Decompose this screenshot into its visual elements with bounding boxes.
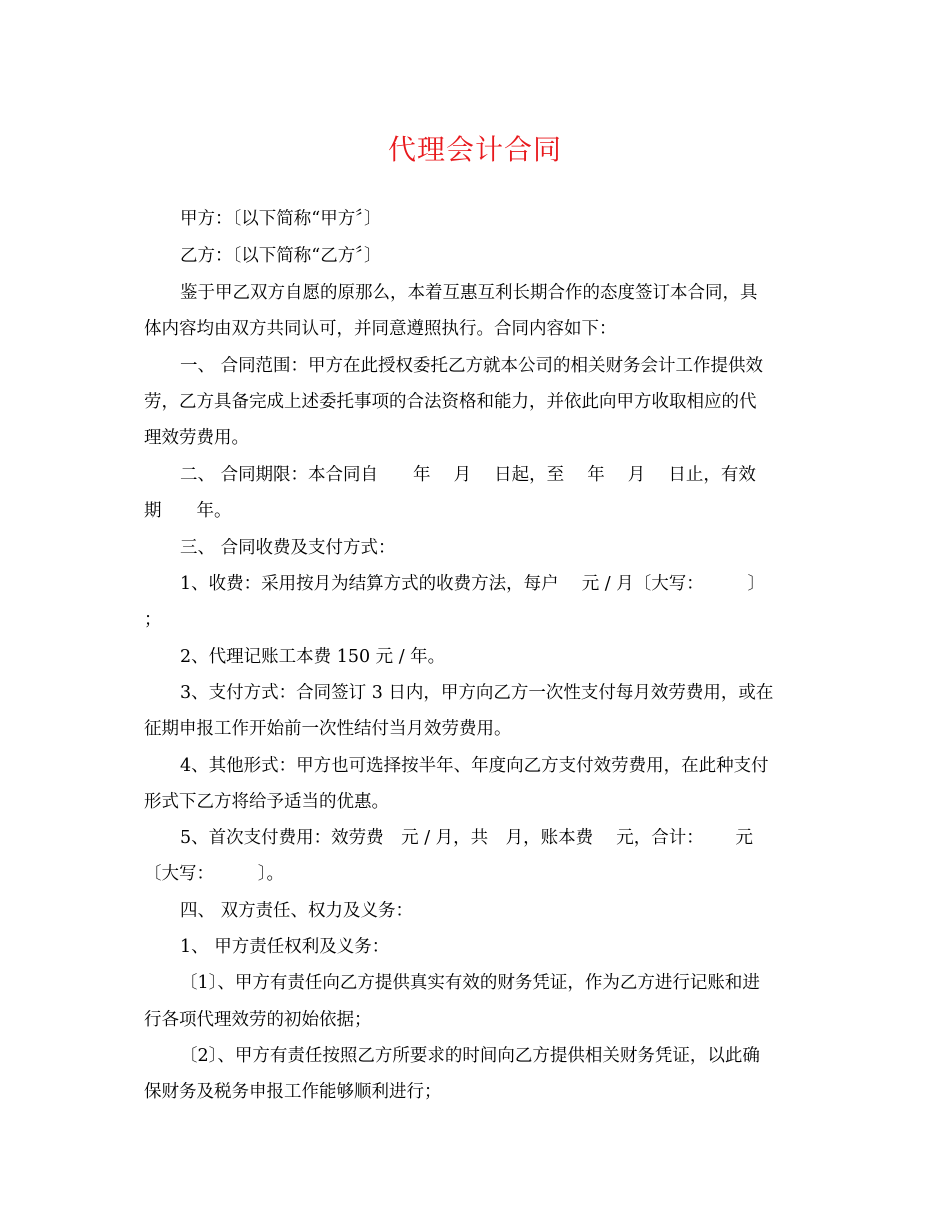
other-forms-line-2: 形式下乙方将给予适当的优惠。	[144, 792, 389, 812]
clause-3-heading: 三、 合同收费及支付方式：	[180, 538, 396, 558]
document-title: 代理会计合同	[387, 133, 562, 166]
fee-line-1: 1、收费：采用按月为结算方式的收费方法，每户 元 / 月〔大写： 〕	[180, 574, 765, 594]
clause-1-line-2: 劳，乙方具备完成上述委托事项的合法资格和能力，并依此向甲方收取相应的代	[144, 392, 757, 412]
party-a-line: 甲方：〔以下简称“甲方〞〕	[180, 209, 382, 229]
bookkeeping-fee-line: 2、代理记账工本费 150 元 / 年。	[180, 647, 446, 667]
payment-method-line-1: 3、支付方式：合同签订 3 日内，甲方向乙方一次性支付每月效劳费用，或在	[180, 683, 774, 703]
party-b-line: 乙方：〔以下简称“乙方〞〕	[180, 246, 382, 266]
clause-2-line-1: 二、 合同期限：本合同自 年 月 日起，至 年 月 日止，有效	[180, 465, 756, 485]
first-payment-line-2: 〔大写： 〕。	[144, 864, 284, 884]
fee-line-2: ；	[144, 610, 162, 630]
clause-2-line-2: 期 年。	[144, 501, 232, 521]
clause-4-heading: 四、 双方责任、权力及义务：	[180, 901, 414, 921]
duty-1-line-1: 〔1〕、甲方有责任向乙方提供真实有效的财务凭证，作为乙方进行记账和进	[180, 973, 760, 993]
clause-1-line-3: 理效劳费用。	[144, 428, 249, 448]
payment-method-line-2: 征期申报工作开始前一次性结付当月效劳费用。	[144, 719, 512, 739]
preamble-line-1: 鉴于甲乙双方自愿的原那么，本着互惠互利长期合作的态度签订本合同，具	[180, 283, 758, 303]
duty-2-line-2: 保财务及税务申报工作能够顺利进行；	[144, 1082, 442, 1102]
preamble-line-2: 体内容均由双方共同认可，并同意遵照执行。合同内容如下：	[144, 319, 617, 339]
clause-1-line-1: 一、 合同范围：甲方在此授权委托乙方就本公司的相关财务会计工作提供效	[180, 356, 764, 376]
duty-1-line-2: 行各项代理效劳的初始依据；	[144, 1010, 372, 1030]
other-forms-line-1: 4、其他形式：甲方也可选择按半年、年度向乙方支付效劳费用，在此种支付	[180, 756, 769, 776]
first-payment-line-1: 5、首次支付费用：效劳费 元 / 月，共 月，账本费 元，合计： 元	[180, 828, 754, 848]
party-a-duties-heading: 1、 甲方责任权利及义务：	[180, 937, 390, 957]
duty-2-line-1: 〔2〕、甲方有责任按照乙方所要求的时间向乙方提供相关财务凭证，以此确	[180, 1046, 760, 1066]
